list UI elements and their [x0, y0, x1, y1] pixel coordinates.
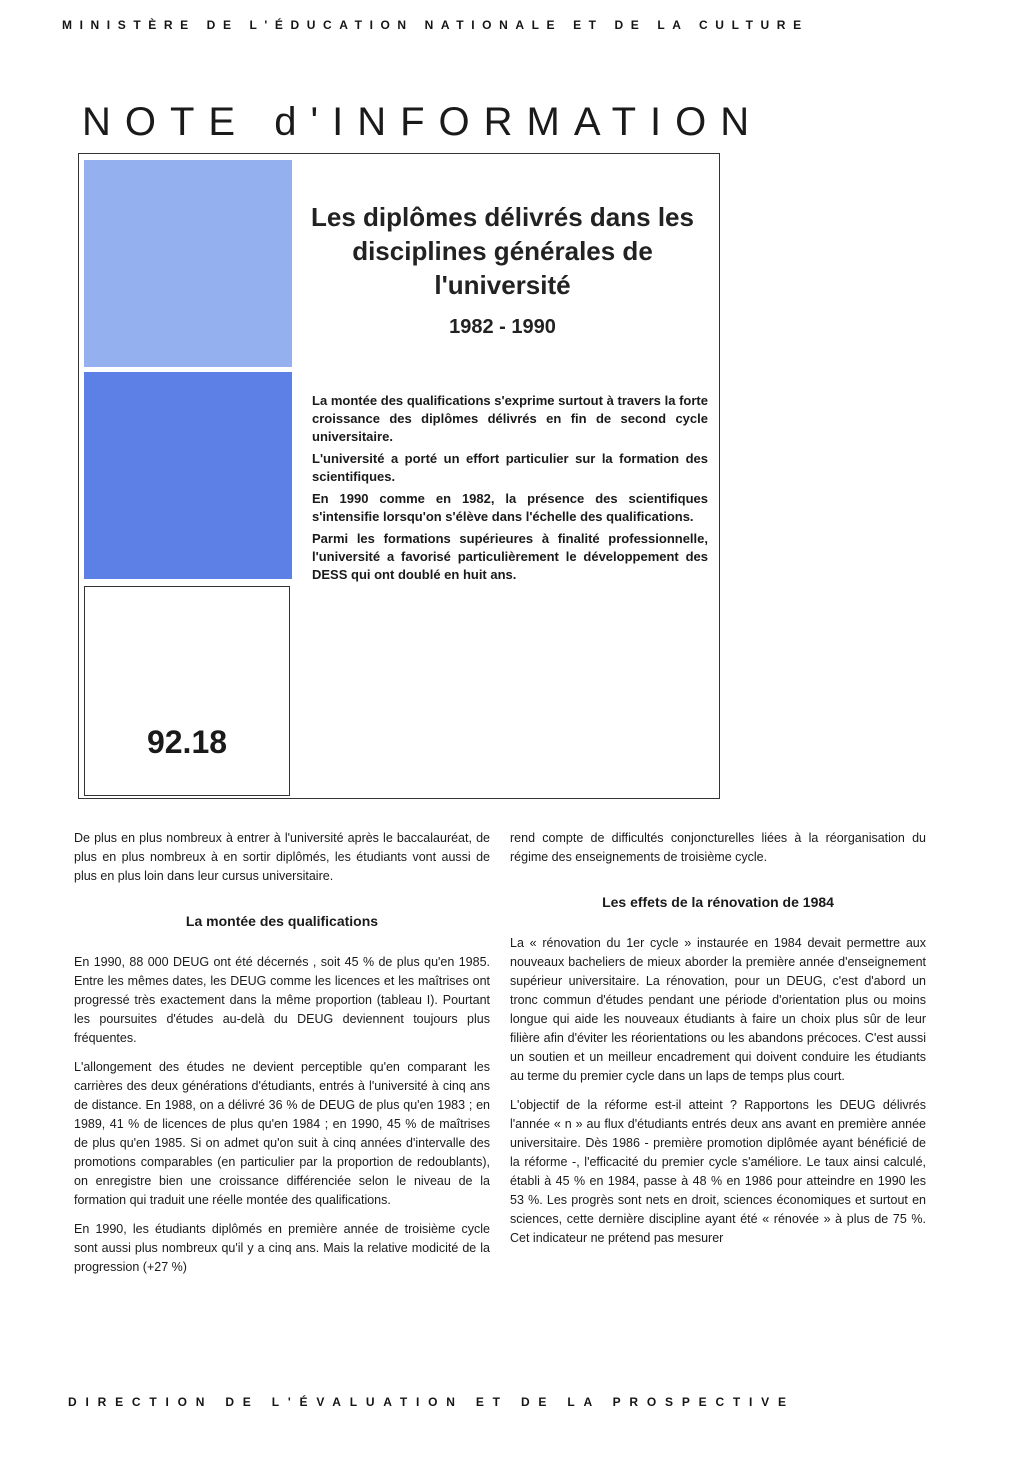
summary-paragraph: Parmi les formations supérieures à finalité professionnelle, l'université a favorisé particulièrement le développement des DESS qui ont doublé en huit ans.	[312, 531, 708, 582]
article-headline: Les diplômes délivrés dans les disciplines générales de l'université	[311, 202, 694, 300]
body-paragraph: En 1990, les étudiants diplômés en première année de troisième cycle sont aussi plus nombreux qu'il y a cinq ans. Mais la relative modicité de la progression (+27 %)	[74, 1222, 490, 1274]
continuation-paragraph: rend compte de difficultés conjoncturelles liées à la réorganisation du régime des enseignements de troisième cycle.	[510, 831, 926, 864]
summary-paragraph: La montée des qualifications s'exprime surtout à travers la forte croissance des diplômes délivrés en fin de second cycle universitaire.	[312, 393, 708, 444]
right-text-column	[510, 829, 926, 1258]
body-paragraph: L'allongement des études ne devient perceptible qu'en comparant les carrières des deux générations d'étudiants, entrés à l'université à cinq ans de distance. En 1988, on a délivré 36 % de DEUG de plus qu'en 1983 ; en 1989, 41 % de licences de plus qu'en 1984 ; en 1990, 45 % de maîtrises de plus qu'en 1985. Si on admet qu'on suit à cinq années d'intervalle des promotions comparables (en particulier par la proportion de redoublants), on enregistre bien une croissance différenciée selon le niveau de la formation qui traduit une réelle montée des qualifications.	[74, 1060, 490, 1207]
ministry-header: MINISTÈRE DE L'ÉDUCATION NATIONALE ET DE LA CULTURE	[62, 18, 809, 32]
body-paragraph: La « rénovation du 1er cycle » instaurée en 1984 devait permettre aux nouveaux bacheliers de mieux aborder la première année d'enseignement supérieur universitaire. La rénovation, pour un DEUG, c'est d'abord un tronc commun d'études pendant une période d'orientation plus ou moins longue qui aide les nouveaux étudiants à faire un choix plus sûr de leur filière afin d'éviter les réorientations ou les abandons précoces. C'est aussi un soutien et un meilleur encadrement qui doivent conduire les étudiants au terme du premier cycle dans un laps de temps plus court.	[510, 936, 926, 1083]
publication-title: NOTE d'INFORMATION	[82, 100, 764, 144]
decorative-light-blue-block	[84, 160, 292, 367]
intro-paragraph: De plus en plus nombreux à entrer à l'université après le baccalauréat, de plus en plus nombreux à en sortir diplômés, les étudiants vont aussi de plus en plus loin dans leur cursus universitaire.	[74, 831, 490, 883]
section-heading-renovation: Les effets de la rénovation de 1984	[602, 894, 834, 910]
left-text-column	[74, 829, 490, 1287]
body-paragraph: L'objectif de la réforme est-il atteint ? Rapportons les DEUG délivrés l'année « n » au flux d'étudiants entrés deux ans avant en première année universitaire. Dès 1986 - première promotion diplômée ayant bénéficié de la réforme -, l'efficacité du premier cycle s'améliore. Le taux ainsi calculé, établi à 45 % en 1984, passe à 48 % en 1986 pour atteindre en 1990 les 53 %. Les progrès sont nets en droit, sciences économiques et surtout en sciences, cette dernière discipline ayant été « rénovée » à plus de 75 %. Cet indicateur ne prétend pas mesurer	[510, 1098, 926, 1245]
decorative-dark-blue-block	[84, 372, 292, 579]
section-heading-qualifications: La montée des qualifications	[185, 913, 379, 929]
issue-number: 92.18	[146, 724, 228, 760]
summary-paragraph: En 1990 comme en 1982, la présence des scientifiques s'intensifie lorsqu'on s'élève dans l'échelle des qualifications.	[312, 491, 708, 524]
summary-paragraph: L'université a porté un effort particulier sur la formation des scientifiques.	[312, 451, 708, 484]
cover-summary	[312, 392, 708, 588]
body-paragraph: En 1990, 88 000 DEUG ont été décernés , soit 45 % de plus qu'en 1985. Entre les mêmes dates, les DEUG comme les licences et les maîtrises ont progressé très exactement dans la même proportion (tableau I). Pourtant les poursuites d'études au-delà du DEUG deviennent toujours plus fréquentes.	[74, 955, 490, 1045]
issue-number-box	[84, 586, 290, 796]
article-years: 1982 - 1990	[449, 316, 556, 338]
directorate-footer: DIRECTION DE L'ÉVALUATION ET DE LA PROSPECTIVE	[68, 1395, 795, 1409]
